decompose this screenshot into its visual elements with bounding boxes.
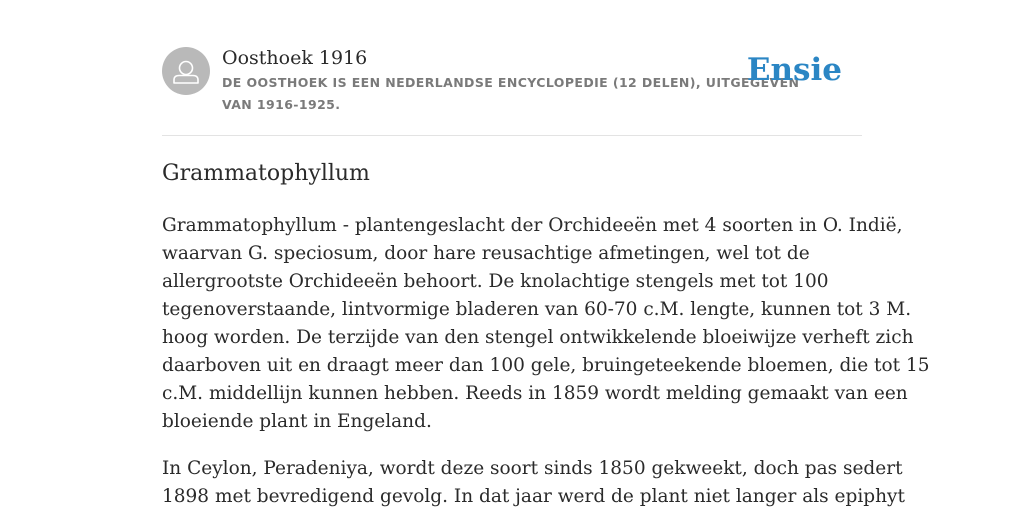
text-line: tegenoverstaande, lintvormige bladeren van 60-70 c.M. lengte, kunnen tot 3 M. [162,299,912,320]
text-line: waarvan G. speciosum, door hare reusachtige afmetingen, wel tot de [162,243,810,264]
text-line: In Ceylon, Peradeniya, wordt deze soort sinds 1850 gekweekt, doch pas sedert [162,458,903,479]
source-description-line: VAN 1916-1925. [222,97,341,112]
article-body [162,212,930,512]
source-header [162,46,862,134]
text-line: bloeiende plant in Engeland. [162,411,432,432]
text-line: Grammatophyllum - plantengeslacht der Orchideeën met 4 soorten in O. Indië, [162,215,903,236]
user-icon [162,47,210,95]
text-line: c.M. middellijn kunnen hebben. Reeds in 1859 wordt melding gemaakt van een [162,383,908,404]
avatar[interactable] [162,47,210,95]
article-paragraph [162,455,905,511]
text-line: 1898 met bevredigend gevolg. In dat jaar werd de plant niet langer als epiphyt [162,486,905,507]
text-line: hoog worden. De terzijde van den stengel ontwikkelende bloeiwijze verheft zich [162,327,914,348]
text-line: allergrootste Orchideeën behoort. De knolachtige stengels met tot 100 [162,271,829,292]
ensie-logo-link[interactable]: Ensie [746,52,842,88]
article-paragraph [162,212,930,436]
source-description-line: DE OOSTHOEK IS EEN NEDERLANDSE ENCYCLOPEDIE (12 DELEN), UITGEGEVEN [222,75,800,90]
article-title: Grammatophyllum [162,161,370,186]
text-line: daarboven uit en draagt meer dan 100 gele, bruingeteekende bloemen, die tot 15 [162,355,930,376]
divider [162,135,862,136]
source-description [222,72,800,116]
source-title[interactable]: Oosthoek 1916 [222,47,368,69]
